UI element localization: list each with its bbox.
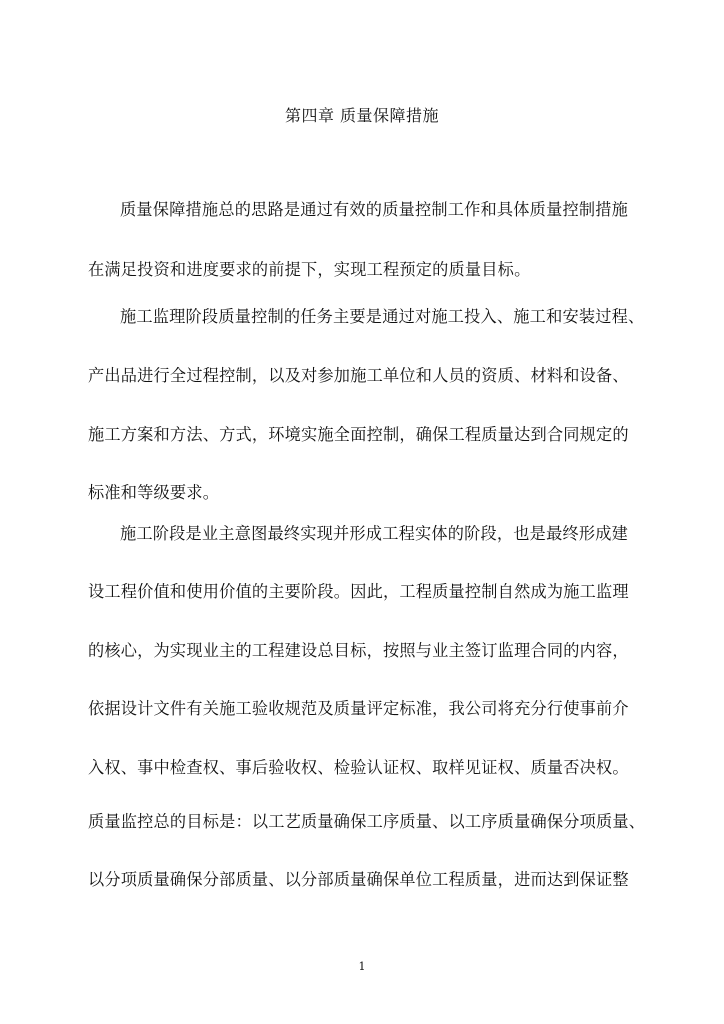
page-number: 1 bbox=[358, 960, 366, 973]
paragraph-line: 以分项质量确保分部质量、以分部质量确保单位工程质量，进而达到保证整 bbox=[88, 870, 629, 889]
paragraph-line: 产出品进行全过程控制，以及对参加施工单位和人员的资质、材料和设备、 bbox=[88, 366, 629, 385]
paragraph-line: 标准和等级要求。 bbox=[88, 483, 220, 502]
paragraph-line: 入权、事中检查权、事后验收权、检验认证权、取样见证权、质量否决权。 bbox=[88, 758, 629, 777]
paragraph-line: 质量保障措施总的思路是通过有效的质量控制工作和具体质量控制措施 bbox=[120, 200, 629, 219]
paragraph-line: 的核心，为实现业主的工程建设总目标，按照与业主签订监理合同的内容， bbox=[88, 641, 629, 660]
paragraph-line: 在满足投资和进度要求的前提下，实现工程预定的质量目标。 bbox=[88, 260, 531, 279]
paragraph-line: 依据设计文件有关施工验收规范及质量评定标准，我公司将充分行使事前介 bbox=[88, 699, 629, 718]
paragraph-line: 设工程价值和使用价值的主要阶段。因此，工程质量控制自然成为施工监理 bbox=[88, 582, 629, 601]
chapter-title: 第四章 质量保障措施 bbox=[284, 106, 440, 125]
paragraph-line: 施工阶段是业主意图最终实现并形成工程实体的阶段，也是最终形成建 bbox=[120, 524, 629, 543]
paragraph-line: 施工方案和方法、方式，环境实施全面控制，确保工程质量达到合同规定的 bbox=[88, 425, 629, 444]
paragraph-line: 质量监控总的目标是：以工艺质量确保工序质量、以工序质量确保分项质量、 bbox=[88, 812, 646, 831]
paragraph-line: 施工监理阶段质量控制的任务主要是通过对施工投入、施工和安装过程、 bbox=[120, 307, 645, 326]
